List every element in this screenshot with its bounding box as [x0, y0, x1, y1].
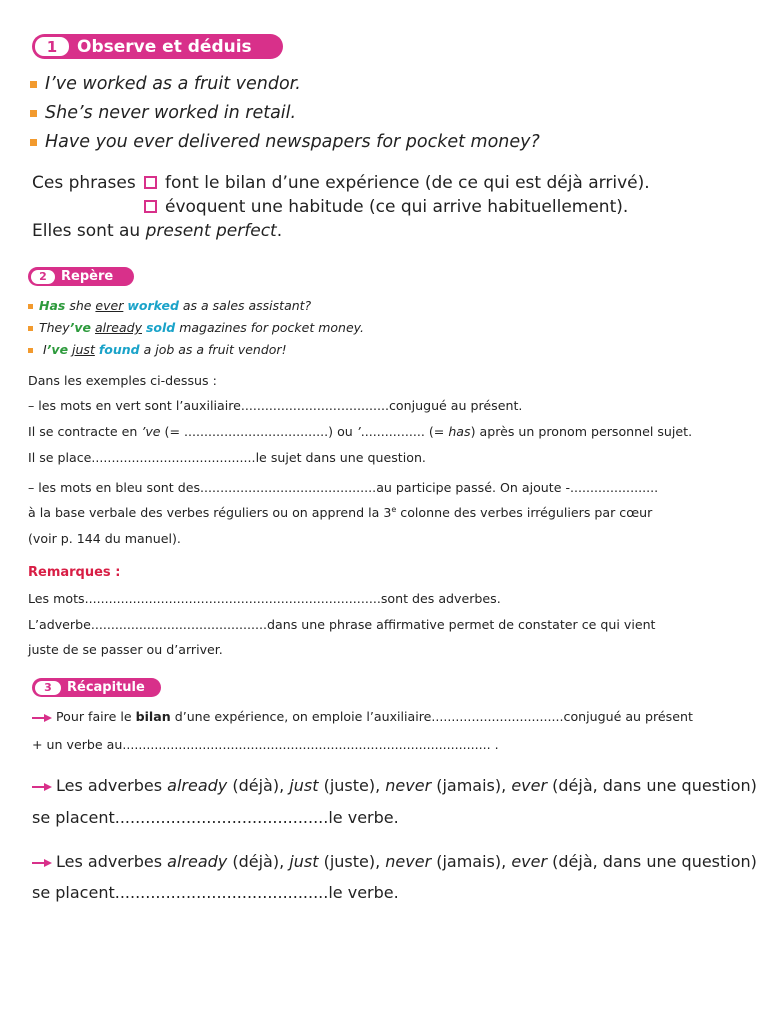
- option-checkbox-1[interactable]: font le bilan d’une expérience (de ce qui est déjà arrivé).: [144, 173, 650, 193]
- recap-line: Pour faire le bilan d’une expérience, on emploie l’auxiliaire.................................conjugué au présent: [32, 709, 693, 724]
- section-title: Observe et déduis: [77, 36, 252, 57]
- section-3-header: [32, 678, 161, 697]
- section-number: 3: [35, 681, 61, 695]
- blank-field[interactable]: .........................................: [91, 450, 256, 465]
- recap-line: + un verbe au............................................................................................ .: [32, 737, 499, 752]
- blank-field[interactable]: ..........................................: [114, 883, 329, 902]
- blank-field[interactable]: ............................................: [90, 617, 267, 632]
- fill-line: – les mots en vert sont l’auxiliaire.....................................conjugué au présent.: [28, 398, 523, 413]
- example-sentence: They’ve already sold magazines for pocket money.: [28, 320, 364, 335]
- arrow-right-icon: [32, 713, 52, 723]
- blank-field[interactable]: .................................: [431, 709, 564, 724]
- section-title: Récapitule: [67, 680, 145, 695]
- ces-phrases-label: Ces phrases: [32, 173, 136, 193]
- conclusion-text: Elles sont au present perfect.: [32, 221, 283, 241]
- fill-line: Il se contracte en ’ve (= ....................................) ou ’................ (= has) après un pronom personnel sujet.: [28, 424, 693, 439]
- checkbox-icon[interactable]: [144, 176, 157, 189]
- example-sentence: Has she ever worked as a sales assistant?: [28, 298, 311, 313]
- bullet-icon: [30, 139, 37, 146]
- bullet-icon: [28, 304, 33, 309]
- blank-field[interactable]: ................: [360, 424, 425, 439]
- example-sentence: Have you ever delivered newspapers for pocket money?: [30, 132, 540, 152]
- fill-line: – les mots en bleu sont des............................................au participe passé. On ajoute -......................: [28, 480, 659, 495]
- arrow-right-icon: [32, 858, 52, 868]
- fill-line: Il se place.........................................le sujet dans une question.: [28, 450, 426, 465]
- remarques-heading: Remarques :: [28, 565, 121, 580]
- example-sentence: I’ve just found a job as a fruit vendor!: [28, 342, 287, 357]
- intro-text: Dans les exemples ci-dessus :: [28, 373, 217, 388]
- blank-field[interactable]: ......................: [570, 480, 659, 495]
- section-2-header: [28, 267, 134, 286]
- blank-field[interactable]: ....................................: [184, 424, 329, 439]
- recap-placement-line: se placent..........................................le verbe.: [32, 883, 399, 902]
- bullet-icon: [30, 110, 37, 117]
- fill-line: L’adverbe............................................dans une phrase affirmative permet de constater ce qui vient: [28, 617, 656, 632]
- example-sentence: She’s never worked in retail.: [30, 103, 296, 123]
- blank-field[interactable]: ..........................................................................: [84, 591, 381, 606]
- bullet-icon: [28, 326, 33, 331]
- section-number: 2: [31, 270, 55, 284]
- section-number: 1: [35, 37, 69, 56]
- blank-field[interactable]: ............................................................................................: [122, 737, 491, 752]
- checkbox-icon[interactable]: [144, 200, 157, 213]
- blank-field[interactable]: .....................................: [240, 398, 389, 413]
- recap-placement-line: se placent..........................................le verbe.: [32, 808, 399, 827]
- option-checkbox-2[interactable]: évoquent une habitude (ce qui arrive habituellement).: [144, 197, 628, 217]
- blank-field[interactable]: ..........................................: [114, 808, 329, 827]
- section-1-header: [32, 34, 283, 59]
- body-text: à la base verbale des verbes réguliers ou on apprend la 3e colonne des verbes irréguliers par cœur: [28, 505, 653, 521]
- fill-line: Les mots..........................................................................sont des adverbes.: [28, 591, 501, 606]
- section-title: Repère: [61, 269, 114, 284]
- body-text: juste de se passer ou d’arriver.: [28, 642, 223, 657]
- blank-field[interactable]: ............................................: [200, 480, 377, 495]
- recap-adverbs-line: Les adverbes already (déjà), just (juste), never (jamais), ever (déjà, dans une question): [32, 852, 757, 871]
- bullet-icon: [28, 348, 33, 353]
- recap-adverbs-line: Les adverbes already (déjà), just (juste), never (jamais), ever (déjà, dans une question): [32, 776, 757, 795]
- body-text: (voir p. 144 du manuel).: [28, 531, 181, 546]
- arrow-right-icon: [32, 782, 52, 792]
- example-sentence: I’ve worked as a fruit vendor.: [30, 74, 301, 94]
- bullet-icon: [30, 81, 37, 88]
